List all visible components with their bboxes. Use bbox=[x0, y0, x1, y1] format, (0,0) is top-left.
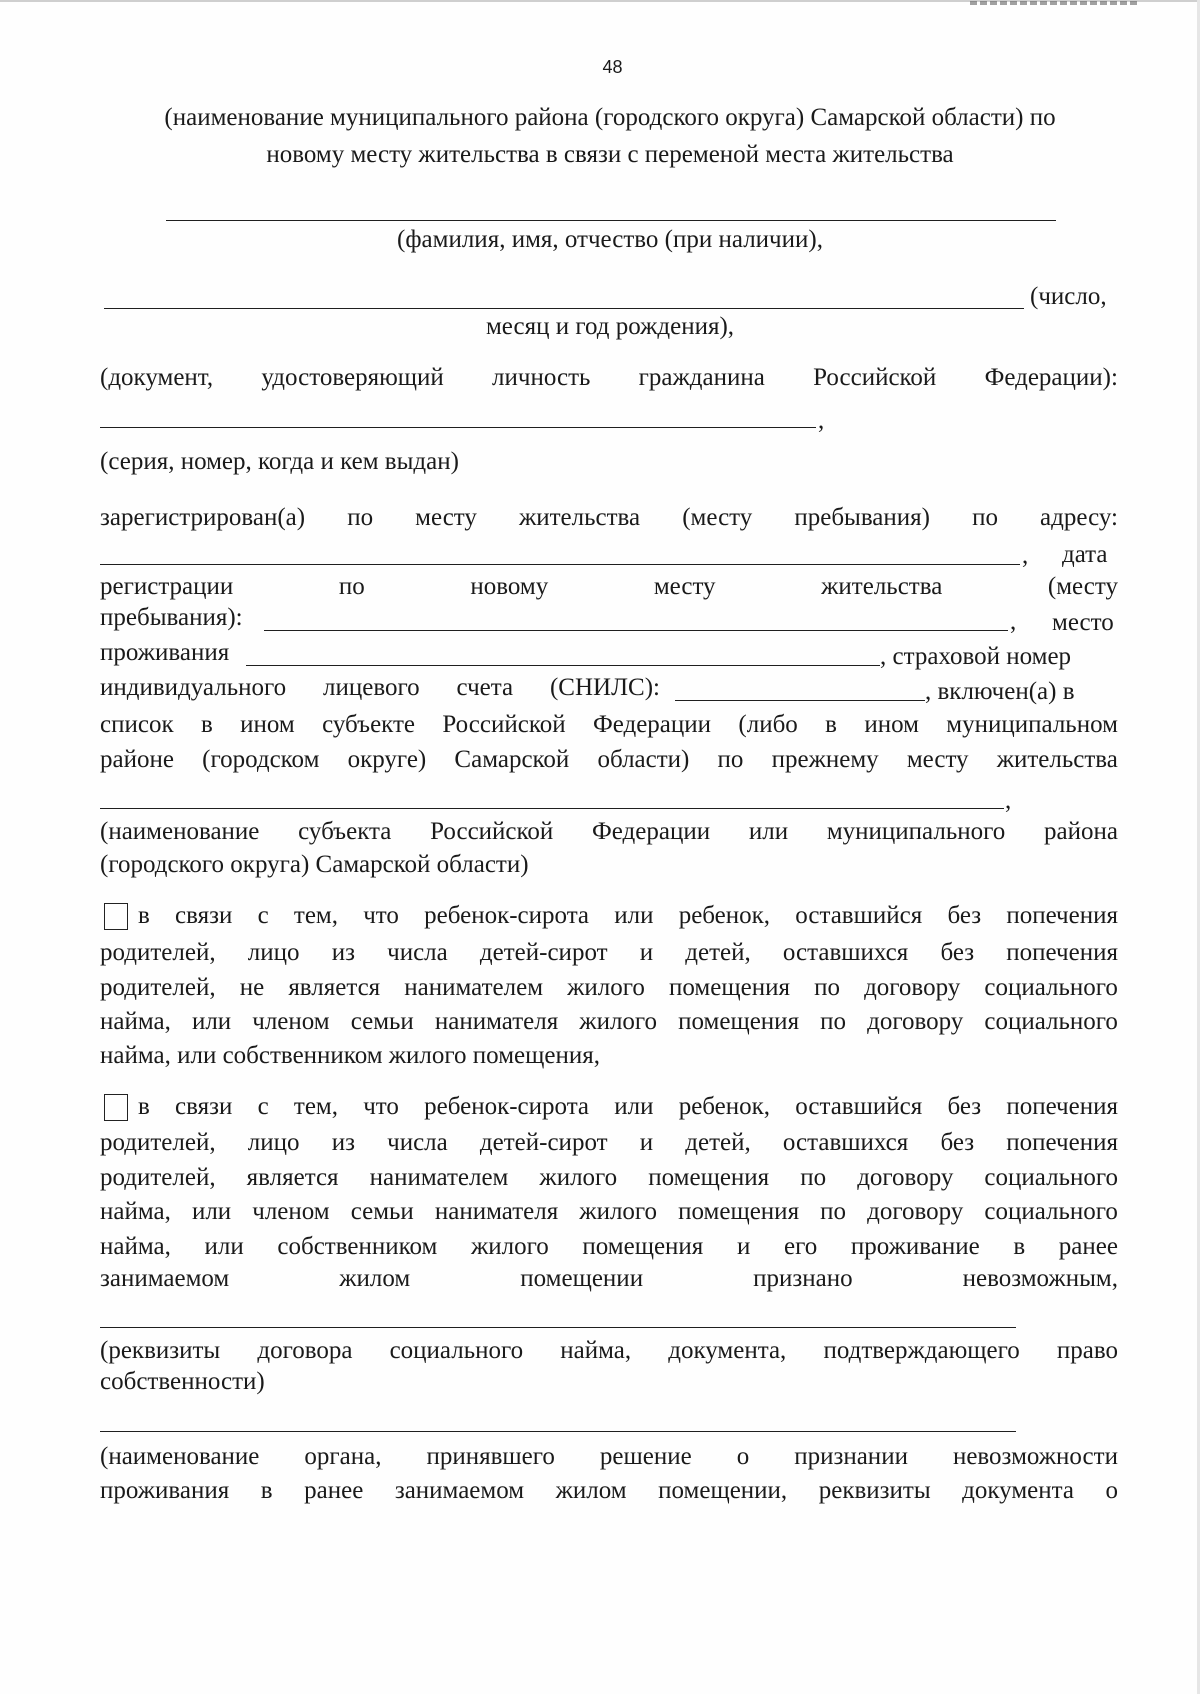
word: социального bbox=[984, 1198, 1118, 1225]
word: нанимателя bbox=[434, 1198, 559, 1225]
option2-line-5 bbox=[100, 1232, 1118, 1262]
word: жилого bbox=[539, 1164, 618, 1191]
word: и bbox=[639, 939, 654, 966]
word: жилого bbox=[579, 1198, 658, 1225]
list-line-2 bbox=[100, 745, 1118, 775]
word: (реквизиты bbox=[100, 1337, 221, 1364]
word: Самарской bbox=[454, 746, 570, 773]
word: помещении bbox=[520, 1265, 644, 1292]
word: или bbox=[191, 1008, 232, 1035]
option2-checkbox[interactable] bbox=[104, 1094, 128, 1121]
word: личность bbox=[492, 364, 591, 391]
word: социального bbox=[984, 1164, 1118, 1191]
word: невозможным, bbox=[962, 1265, 1118, 1292]
option1-line-5: найма, или собственником жилого помещения, bbox=[100, 1042, 600, 1069]
authority-label-line-1 bbox=[100, 1442, 1118, 1472]
option2-line-2 bbox=[100, 1128, 1118, 1158]
scan-artifact-mark bbox=[970, 1, 1140, 5]
word: по bbox=[338, 573, 365, 600]
word: жительства bbox=[996, 746, 1118, 773]
word: о bbox=[1105, 1477, 1118, 1504]
word: Федерации bbox=[592, 711, 712, 738]
word: членом bbox=[252, 1198, 330, 1225]
word: районе bbox=[100, 746, 174, 773]
birth-date-input-line[interactable] bbox=[104, 308, 1024, 309]
word: области) bbox=[597, 746, 690, 773]
word: в bbox=[1013, 1233, 1026, 1260]
word: проживания bbox=[100, 1477, 230, 1504]
word: Российской bbox=[442, 711, 566, 738]
word: органа, bbox=[304, 1443, 382, 1470]
word: тем, bbox=[293, 1093, 338, 1120]
option2-line-3 bbox=[100, 1163, 1118, 1193]
word: или bbox=[748, 818, 789, 845]
word: муниципальном bbox=[946, 711, 1118, 738]
word: или bbox=[614, 902, 654, 929]
stay-label: пребывания): bbox=[100, 604, 243, 631]
word: документа bbox=[962, 1477, 1074, 1504]
word: месту bbox=[415, 504, 477, 531]
word: попечения bbox=[1006, 1129, 1118, 1156]
word: социального bbox=[389, 1337, 524, 1364]
word: детей, bbox=[685, 1129, 751, 1156]
word: родителей, bbox=[100, 1129, 216, 1156]
word: ребенок, bbox=[678, 902, 771, 929]
word: прежнему bbox=[771, 746, 879, 773]
word: без bbox=[940, 939, 975, 966]
word: договору bbox=[867, 1198, 964, 1225]
word: ребенок, bbox=[678, 1093, 771, 1120]
word: помещения bbox=[669, 974, 790, 1001]
option2-line-1 bbox=[104, 1092, 1118, 1122]
residence-label: проживания bbox=[100, 639, 230, 666]
word: в bbox=[138, 902, 150, 929]
word: документа, bbox=[668, 1337, 787, 1364]
word: ребенок-сирота bbox=[424, 1093, 590, 1120]
word: родителей, bbox=[100, 1164, 216, 1191]
word: числа bbox=[387, 939, 448, 966]
word: зарегистрирован(а) bbox=[100, 504, 306, 531]
page-number: 48 bbox=[602, 57, 623, 77]
word: проживание bbox=[850, 1233, 980, 1260]
word: договора bbox=[257, 1337, 353, 1364]
word: в bbox=[260, 1477, 273, 1504]
word: числа bbox=[387, 1129, 448, 1156]
word: найма, bbox=[100, 1198, 171, 1225]
word: право bbox=[1056, 1337, 1118, 1364]
word: по bbox=[717, 746, 744, 773]
word: его bbox=[783, 1233, 818, 1260]
word: является bbox=[288, 974, 381, 1001]
contract-label-line-2: собственности) bbox=[100, 1368, 265, 1395]
word: оставшийся bbox=[795, 902, 923, 929]
registration-date-input-line[interactable] bbox=[264, 630, 1008, 631]
word: социального bbox=[984, 1008, 1118, 1035]
word: родителей, bbox=[100, 974, 216, 1001]
birth-label: месяц и год рождения), bbox=[485, 313, 735, 340]
word: помещения bbox=[678, 1008, 800, 1035]
word: по bbox=[972, 504, 998, 531]
word: занимаемом bbox=[100, 1265, 230, 1292]
registration-comma: , bbox=[1010, 608, 1017, 635]
word: связи bbox=[175, 902, 233, 929]
identity-doc-input-line[interactable] bbox=[100, 427, 816, 428]
option1-line-4 bbox=[100, 1007, 1118, 1037]
word: по bbox=[820, 1008, 847, 1035]
word: что bbox=[363, 902, 399, 929]
word: семьи bbox=[350, 1198, 414, 1225]
word: признано bbox=[753, 1265, 853, 1292]
address-input-line[interactable] bbox=[100, 564, 1020, 565]
option1-line-1 bbox=[104, 901, 1118, 931]
word: договору bbox=[864, 974, 961, 1001]
word: субъекта bbox=[298, 818, 392, 845]
word: подтверждающего bbox=[823, 1337, 1020, 1364]
word: ребенок-сирота bbox=[424, 902, 590, 929]
word: (СНИЛС): bbox=[549, 674, 660, 701]
word: детей-сирот bbox=[479, 939, 608, 966]
insurance-text: , страховой номер bbox=[880, 643, 1072, 670]
previous-place-comma: , bbox=[1005, 787, 1012, 814]
option2-line-6 bbox=[100, 1264, 1118, 1294]
word: жительства bbox=[518, 504, 641, 531]
word: гражданина bbox=[638, 364, 765, 391]
word: лицо bbox=[247, 1129, 300, 1156]
word: невозможности bbox=[952, 1443, 1118, 1470]
word: попечения bbox=[1006, 902, 1118, 929]
contract-label-line-1 bbox=[100, 1336, 1118, 1366]
word: без bbox=[947, 902, 982, 929]
word: родителей, bbox=[100, 939, 216, 966]
word: по bbox=[814, 974, 840, 1001]
word: помещении, bbox=[658, 1477, 788, 1504]
word: или bbox=[191, 1198, 232, 1225]
word: (месту bbox=[682, 504, 753, 531]
word: что bbox=[363, 1093, 399, 1120]
word: в bbox=[825, 711, 837, 738]
word: Федерации bbox=[592, 818, 711, 845]
word: субъекте bbox=[322, 711, 416, 738]
contract-input-line[interactable] bbox=[100, 1327, 1016, 1328]
word: лицевого bbox=[323, 674, 420, 701]
word: помещения bbox=[582, 1233, 704, 1260]
word: района bbox=[1043, 818, 1118, 845]
word: по bbox=[347, 504, 374, 531]
option2-line-4 bbox=[100, 1197, 1118, 1227]
word: регистрации bbox=[100, 573, 234, 600]
word: является bbox=[246, 1164, 339, 1191]
word: тем, bbox=[293, 902, 338, 929]
word: без bbox=[940, 1129, 975, 1156]
word: счета bbox=[456, 674, 514, 701]
word: не bbox=[239, 974, 265, 1001]
word: с bbox=[257, 902, 269, 929]
fio-input-line[interactable] bbox=[166, 220, 1056, 221]
word: попечения bbox=[1006, 939, 1118, 966]
word: нанимателем bbox=[404, 974, 544, 1001]
word: из bbox=[331, 939, 355, 966]
authority-label-line-2 bbox=[100, 1476, 1118, 1506]
residence-input-line[interactable] bbox=[246, 665, 880, 666]
word: лицо bbox=[247, 939, 300, 966]
series-label: (серия, номер, когда и кем выдан) bbox=[100, 448, 459, 475]
word: ином bbox=[864, 711, 919, 738]
word: признании bbox=[794, 1443, 908, 1470]
word: список bbox=[100, 711, 174, 738]
word: (городском bbox=[202, 746, 320, 773]
word: Российской bbox=[813, 364, 937, 391]
word: из bbox=[331, 1129, 355, 1156]
subject-label-line-2: (городского округа) Самарской области) bbox=[100, 851, 529, 878]
list-line-1 bbox=[100, 710, 1118, 740]
word: помещения bbox=[648, 1164, 770, 1191]
word: жилого bbox=[470, 1233, 549, 1260]
word: детей-сирот bbox=[479, 1129, 608, 1156]
registration-line bbox=[100, 572, 1118, 602]
word: (документ, bbox=[100, 364, 214, 391]
word: связи bbox=[175, 1093, 233, 1120]
word: без bbox=[947, 1093, 982, 1120]
word: (наименование bbox=[100, 1443, 260, 1470]
word: найма, bbox=[560, 1337, 632, 1364]
address-comma: , bbox=[1022, 542, 1029, 569]
word: занимаемом bbox=[394, 1477, 525, 1504]
word: членом bbox=[252, 1008, 330, 1035]
included-text: , включен(а) в bbox=[925, 678, 1075, 705]
word: ранее bbox=[1058, 1233, 1118, 1260]
word: оставшихся bbox=[782, 939, 909, 966]
word: адресу: bbox=[1040, 504, 1118, 531]
option1-line-2 bbox=[100, 938, 1118, 968]
word: жилого bbox=[579, 1008, 658, 1035]
word: оставшихся bbox=[782, 1129, 909, 1156]
word: найма, bbox=[100, 1233, 171, 1260]
word: попечения bbox=[1006, 1093, 1118, 1120]
header-line-2: новому месту жительства в связи с переменой места жительства bbox=[266, 141, 954, 168]
word: пребывания) bbox=[794, 504, 930, 531]
word: принявшего bbox=[426, 1443, 555, 1470]
word: жилого bbox=[567, 974, 645, 1001]
place-word: место bbox=[1052, 609, 1114, 636]
word: и bbox=[736, 1233, 751, 1260]
word: о bbox=[736, 1443, 750, 1470]
word: жительства bbox=[821, 573, 943, 600]
word: или bbox=[614, 1093, 654, 1120]
word: семьи bbox=[350, 1008, 414, 1035]
word: договору bbox=[867, 1008, 964, 1035]
word: и bbox=[639, 1129, 654, 1156]
birth-suffix: (число, bbox=[1030, 283, 1107, 310]
word: нанимателем bbox=[369, 1164, 509, 1191]
word: нанимателя bbox=[434, 1008, 559, 1035]
word: ранее bbox=[304, 1477, 364, 1504]
word: или bbox=[204, 1233, 244, 1260]
authority-input-line[interactable] bbox=[100, 1431, 1016, 1432]
word: (либо bbox=[738, 711, 798, 738]
word: округе) bbox=[347, 746, 427, 773]
word: в bbox=[138, 1093, 150, 1120]
word: оставшийся bbox=[795, 1093, 923, 1120]
word: найма, bbox=[100, 1008, 171, 1035]
word: (наименование bbox=[100, 818, 260, 845]
word: новому bbox=[470, 573, 549, 600]
word: Федерации): bbox=[984, 364, 1118, 391]
word: по bbox=[800, 1164, 827, 1191]
word: с bbox=[257, 1093, 269, 1120]
snils-input-line[interactable] bbox=[675, 700, 925, 701]
word: по bbox=[820, 1198, 847, 1225]
word: собственником bbox=[277, 1233, 438, 1260]
word: реквизиты bbox=[818, 1477, 931, 1504]
registered-line bbox=[100, 503, 1118, 533]
subject-label-line-1 bbox=[100, 817, 1118, 847]
word: жилом bbox=[339, 1265, 411, 1292]
fio-label: (фамилия, имя, отчество (при наличии), bbox=[397, 226, 823, 253]
snils-label-line bbox=[100, 673, 660, 703]
word: месту bbox=[906, 746, 969, 773]
option1-checkbox[interactable] bbox=[104, 903, 128, 930]
word: решение bbox=[599, 1443, 692, 1470]
word: удостоверяющий bbox=[261, 364, 444, 391]
word: Российской bbox=[430, 818, 554, 845]
identity-doc-comma: , bbox=[818, 407, 825, 434]
date-word: дата bbox=[1062, 541, 1108, 568]
header-line-1: (наименование муниципального района (городского округа) Самарской области) по bbox=[164, 104, 1056, 131]
word: муниципального bbox=[826, 818, 1006, 845]
word: детей, bbox=[685, 939, 751, 966]
identity-doc-line bbox=[100, 363, 1118, 393]
word: договору bbox=[857, 1164, 954, 1191]
previous-place-input-line[interactable] bbox=[100, 808, 1004, 809]
word: социального bbox=[984, 974, 1118, 1001]
word: индивидуального bbox=[100, 674, 287, 701]
option1-line-3 bbox=[100, 973, 1118, 1003]
word: в bbox=[200, 711, 213, 738]
word: ином bbox=[240, 711, 295, 738]
word: жилом bbox=[555, 1477, 627, 1504]
word: (месту bbox=[1047, 573, 1118, 600]
word: помещения bbox=[678, 1198, 800, 1225]
word: месту bbox=[653, 573, 716, 600]
